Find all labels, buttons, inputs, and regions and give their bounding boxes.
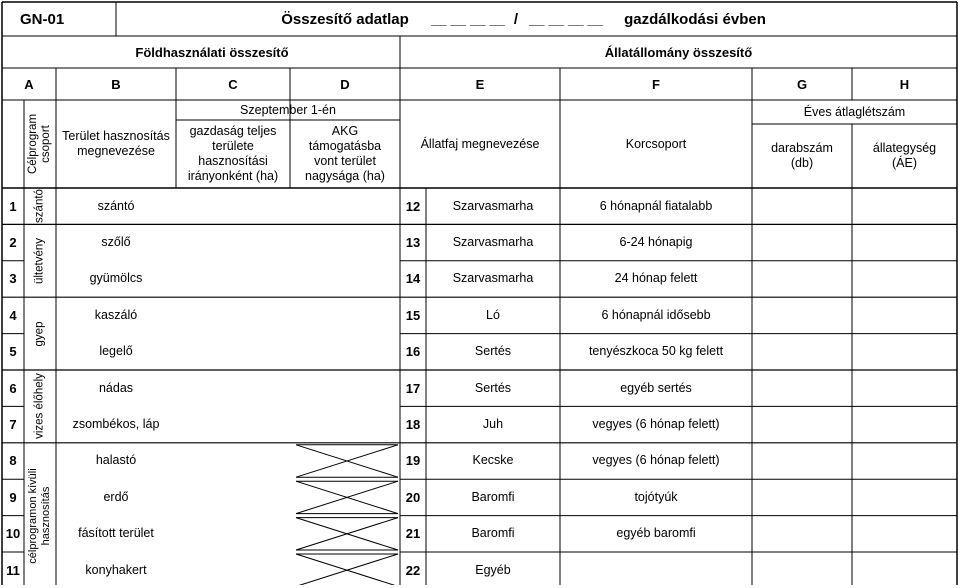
animal-species: Szarvasmarha — [452, 235, 534, 250]
akg-area-header: AKG támogatásba vont terület nagysága (ha) — [305, 124, 385, 183]
land-use-name: kaszáló — [94, 307, 138, 322]
age-group: 6-24 hónapig — [619, 235, 693, 250]
livestock-row-number: 16 — [405, 344, 421, 360]
land-row-number: 4 — [9, 307, 17, 323]
land-use-name: nádas — [98, 380, 134, 395]
animal-species: Baromfi — [471, 526, 515, 541]
livestock-row-number: 22 — [405, 562, 421, 578]
land-use-name: erdő — [103, 489, 129, 504]
section-livestock-title: Állatállomány összesítő — [604, 44, 753, 60]
age-group: 24 hónap felett — [614, 271, 698, 286]
land-row-number: 1 — [9, 198, 17, 214]
animal-species: Szarvasmarha — [452, 198, 534, 213]
land-row-number: 11 — [6, 562, 20, 578]
animal-species: Szarvasmarha — [452, 271, 534, 286]
annual-average-header: Éves átlaglétszám — [803, 104, 906, 119]
program-group-label: ültetvény — [33, 237, 46, 284]
livestock-row-number: 15 — [405, 307, 421, 323]
year-slash: / — [513, 10, 519, 28]
september-1-header: Szeptember 1-én — [240, 102, 336, 117]
animal-species: Juh — [482, 417, 504, 432]
livestock-row-number: 20 — [405, 489, 421, 505]
age-group: egyéb baromfi — [616, 526, 696, 541]
age-group: tojótyúk — [634, 489, 678, 504]
column-letter-f: F — [652, 76, 660, 92]
land-use-name: zsombékos, láp — [72, 417, 160, 432]
land-use-name: szántó — [97, 198, 135, 213]
sheet-title: Összesítő adatlap — [281, 10, 409, 28]
animal-species: Kecske — [472, 453, 514, 468]
title-suffix: gazdálkodási évben — [624, 10, 766, 28]
program-group-label: célprogramon kívüli hasznosítás — [27, 467, 52, 564]
livestock-row-number: 13 — [405, 235, 421, 251]
year-blank-2: __ __ __ __ — [529, 10, 603, 27]
program-group-label: gyep — [33, 321, 46, 347]
livestock-row-number: 19 — [405, 453, 421, 469]
column-letter-e: E — [475, 76, 485, 92]
livestock-row-number: 17 — [405, 380, 421, 396]
land-row-number: 6 — [9, 380, 17, 396]
head-count-header: darabszám (db) — [771, 141, 833, 170]
age-group: vegyes (6 hónap felett) — [592, 453, 720, 468]
age-group: 6 hónapnál fiatalabb — [599, 198, 713, 213]
section-land-title: Földhasználati összesítő — [135, 44, 289, 60]
land-use-name: szőlő — [101, 235, 131, 250]
livestock-row-number: 21 — [405, 526, 421, 542]
land-use-name: fásított terület — [78, 526, 154, 541]
form-id: GN-01 — [20, 10, 65, 28]
age-group: egyéb sertés — [620, 380, 692, 395]
age-group: vegyes (6 hónap felett) — [592, 417, 720, 432]
age-group: tenyészkoca 50 kg felett — [588, 344, 724, 359]
animal-species: Sertés — [474, 344, 512, 359]
land-row-number: 7 — [9, 417, 17, 433]
animal-species: Ló — [486, 307, 500, 322]
land-row-number: 3 — [9, 271, 17, 287]
livestock-row-number: 12 — [405, 198, 421, 214]
livestock-row-number: 14 — [405, 271, 421, 287]
column-letter-h: H — [899, 76, 910, 92]
land-row-number: 2 — [9, 235, 17, 251]
program-group-label: vizes élőhely — [33, 373, 46, 440]
livestock-unit-header: állategység (ÁE) — [872, 141, 937, 170]
land-row-number: 10 — [5, 526, 21, 542]
animal-species: Sertés — [474, 380, 512, 395]
livestock-row-number: 18 — [405, 417, 421, 433]
animal-species: Baromfi — [471, 489, 515, 504]
land-use-name: legelő — [99, 344, 133, 359]
land-use-name-header: Terület hasznosítás megnevezése — [62, 129, 170, 158]
column-letter-b: B — [111, 76, 121, 92]
animal-species: Egyéb — [475, 562, 511, 577]
column-letter-g: G — [796, 76, 808, 92]
land-use-name: halastó — [95, 453, 137, 468]
land-use-name: konyhakert — [85, 562, 147, 577]
land-use-name: gyümölcs — [89, 271, 143, 286]
column-letter-a: A — [24, 76, 34, 92]
program-group-label: szántó — [33, 189, 46, 224]
program-group-header: Célprogram csoport — [27, 113, 52, 175]
animal-species-header: Állatfaj megnevezése — [420, 136, 540, 151]
land-row-number: 8 — [9, 453, 17, 469]
column-letter-d: D — [340, 76, 350, 92]
land-row-number: 5 — [9, 344, 17, 360]
age-group-header: Korcsoport — [625, 136, 687, 151]
age-group: 6 hónapnál idősebb — [601, 307, 711, 322]
age-group — [560, 552, 752, 588]
land-row-number: 9 — [9, 489, 17, 505]
column-letter-c: C — [228, 76, 238, 92]
farm-area-header: gazdaság teljes területe hasznosítási irányonként (ha) — [187, 124, 279, 183]
year-blank-1: __ __ __ __ — [431, 10, 505, 27]
